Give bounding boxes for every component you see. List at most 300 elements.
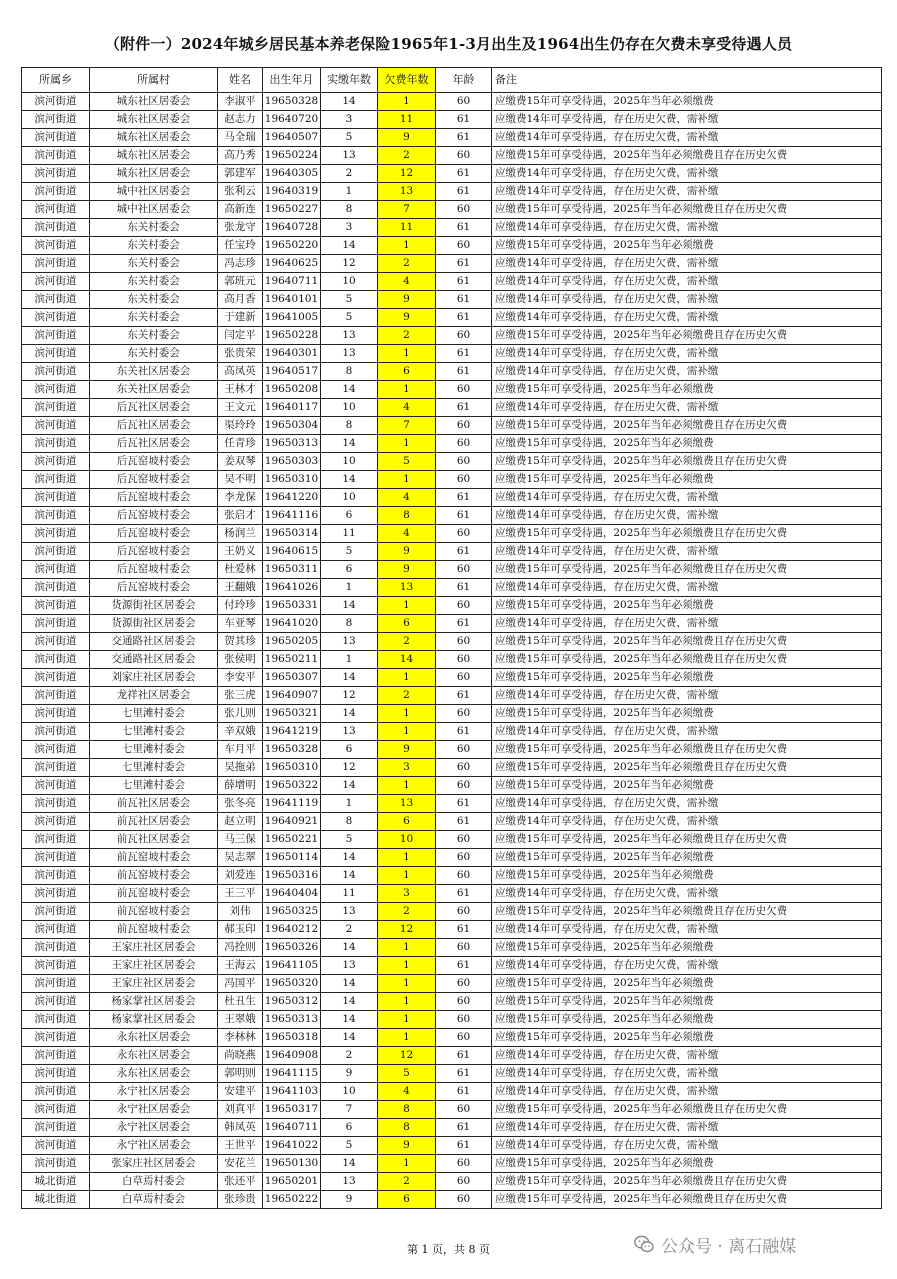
cell-owed-years: 2 — [378, 327, 436, 345]
cell-township: 滨河街道 — [22, 849, 90, 867]
cell-name: 李安平 — [218, 669, 263, 687]
cell-name: 张冬亮 — [218, 795, 263, 813]
header-remarks: 备注 — [492, 68, 882, 93]
cell-owed-years: 11 — [378, 219, 436, 237]
table-row — [22, 363, 882, 381]
cell-name: 王林才 — [218, 381, 263, 399]
document-title: （附件一）2024年城乡居民基本养老保险1965年1-3月出生及1964出生仍存在欠费未享受待遇人员 — [104, 35, 793, 53]
cell-name: 郭建军 — [218, 165, 263, 183]
table-row — [22, 1047, 882, 1065]
cell-remarks: 应缴费15年可享受待遇，2025年当年必须缴费 — [492, 975, 882, 993]
cell-remarks: 应缴费15年可享受待遇，2025年当年必须缴费且存在历史欠费 — [492, 417, 882, 435]
cell-paid-years: 10 — [321, 399, 378, 417]
cell-name: 贺其珍 — [218, 633, 263, 651]
cell-township: 滨河街道 — [22, 1119, 90, 1137]
cell-paid-years: 8 — [321, 363, 378, 381]
cell-village: 七里滩村委会 — [90, 723, 218, 741]
cell-remarks: 应缴费14年可享受待遇，存在历史欠费，需补缴 — [492, 291, 882, 309]
cell-age: 61 — [436, 345, 492, 363]
cell-age: 61 — [436, 885, 492, 903]
cell-age: 60 — [436, 651, 492, 669]
cell-paid-years: 11 — [321, 885, 378, 903]
cell-age: 60 — [436, 939, 492, 957]
cell-birth-date: 19641026 — [263, 579, 321, 597]
cell-township: 滨河街道 — [22, 561, 90, 579]
cell-owed-years: 4 — [378, 273, 436, 291]
cell-township: 滨河街道 — [22, 723, 90, 741]
cell-paid-years: 5 — [321, 129, 378, 147]
cell-village: 杨家掌社区居委会 — [90, 1011, 218, 1029]
cell-age: 61 — [436, 111, 492, 129]
table-row — [22, 867, 882, 885]
cell-paid-years: 14 — [321, 975, 378, 993]
cell-township: 滨河街道 — [22, 489, 90, 507]
cell-village: 东关村委会 — [90, 291, 218, 309]
table-row — [22, 741, 882, 759]
table-row — [22, 993, 882, 1011]
cell-birth-date: 19650328 — [263, 93, 321, 111]
cell-name: 车亚琴 — [218, 615, 263, 633]
table-row — [22, 507, 882, 525]
cell-paid-years: 14 — [321, 435, 378, 453]
cell-village: 东关村委会 — [90, 345, 218, 363]
table-row — [22, 939, 882, 957]
cell-age: 60 — [436, 759, 492, 777]
cell-owed-years: 9 — [378, 309, 436, 327]
cell-age: 60 — [436, 1191, 492, 1209]
cell-owed-years: 1 — [378, 939, 436, 957]
cell-paid-years: 1 — [321, 183, 378, 201]
cell-owed-years: 9 — [378, 561, 436, 579]
cell-age: 61 — [436, 399, 492, 417]
cell-remarks: 应缴费14年可享受待遇，存在历史欠费，需补缴 — [492, 345, 882, 363]
cell-birth-date: 19641119 — [263, 795, 321, 813]
cell-remarks: 应缴费14年可享受待遇，存在历史欠费，需补缴 — [492, 795, 882, 813]
cell-paid-years: 5 — [321, 543, 378, 561]
cell-owed-years: 4 — [378, 489, 436, 507]
cell-paid-years: 12 — [321, 255, 378, 273]
cell-birth-date: 19650228 — [263, 327, 321, 345]
cell-age: 60 — [436, 417, 492, 435]
cell-owed-years: 3 — [378, 885, 436, 903]
cell-name: 张龙守 — [218, 219, 263, 237]
cell-name: 冯拴则 — [218, 939, 263, 957]
cell-birth-date: 19650310 — [263, 471, 321, 489]
cell-name: 张侯明 — [218, 651, 263, 669]
cell-owed-years: 1 — [378, 597, 436, 615]
table-row — [22, 399, 882, 417]
cell-township: 滨河街道 — [22, 165, 90, 183]
cell-age: 60 — [436, 237, 492, 255]
cell-township: 滨河街道 — [22, 309, 90, 327]
cell-paid-years: 14 — [321, 237, 378, 255]
cell-township: 滨河街道 — [22, 111, 90, 129]
cell-owed-years: 1 — [378, 705, 436, 723]
cell-age: 61 — [436, 615, 492, 633]
cell-remarks: 应缴费15年可享受待遇，2025年当年必须缴费 — [492, 993, 882, 1011]
cell-name: 高新连 — [218, 201, 263, 219]
cell-owed-years: 1 — [378, 1155, 436, 1173]
cell-age: 60 — [436, 669, 492, 687]
cell-owed-years: 1 — [378, 435, 436, 453]
table-row — [22, 237, 882, 255]
cell-township: 滨河街道 — [22, 183, 90, 201]
cell-village: 龙祥社区居委会 — [90, 687, 218, 705]
cell-village: 永宁社区居委会 — [90, 1137, 218, 1155]
table-row — [22, 705, 882, 723]
cell-age: 60 — [436, 633, 492, 651]
cell-township: 滨河街道 — [22, 579, 90, 597]
cell-remarks: 应缴费14年可享受待遇，存在历史欠费，需补缴 — [492, 273, 882, 291]
header-age: 年龄 — [436, 68, 492, 93]
cell-name: 杜爱林 — [218, 561, 263, 579]
table-row — [22, 633, 882, 651]
cell-paid-years: 3 — [321, 219, 378, 237]
cell-birth-date: 19650313 — [263, 1011, 321, 1029]
cell-township: 城北街道 — [22, 1173, 90, 1191]
cell-village: 后瓦窑坡村委会 — [90, 543, 218, 561]
cell-village: 东关村委会 — [90, 237, 218, 255]
cell-birth-date: 19640404 — [263, 885, 321, 903]
cell-birth-date: 19650318 — [263, 1029, 321, 1047]
cell-village: 刘家庄社区居委会 — [90, 669, 218, 687]
cell-township: 滨河街道 — [22, 921, 90, 939]
cell-village: 东关社区居委会 — [90, 363, 218, 381]
cell-remarks: 应缴费15年可享受待遇，2025年当年必须缴费且存在历史欠费 — [492, 147, 882, 165]
cell-age: 60 — [436, 867, 492, 885]
cell-village: 城东社区居委会 — [90, 165, 218, 183]
cell-remarks: 应缴费15年可享受待遇，2025年当年必须缴费且存在历史欠费 — [492, 561, 882, 579]
cell-township: 滨河街道 — [22, 777, 90, 795]
cell-birth-date: 19650224 — [263, 147, 321, 165]
cell-birth-date: 19650326 — [263, 939, 321, 957]
cell-name: 任宝玲 — [218, 237, 263, 255]
cell-owed-years: 6 — [378, 1191, 436, 1209]
cell-name: 张启才 — [218, 507, 263, 525]
cell-township: 滨河街道 — [22, 255, 90, 273]
cell-village: 杨家掌社区居委会 — [90, 993, 218, 1011]
cell-owed-years: 1 — [378, 1011, 436, 1029]
cell-village: 前瓦窑坡村委会 — [90, 921, 218, 939]
cell-paid-years: 14 — [321, 1155, 378, 1173]
cell-name: 张还平 — [218, 1173, 263, 1191]
cell-owed-years: 2 — [378, 687, 436, 705]
cell-village: 白草焉村委会 — [90, 1173, 218, 1191]
cell-birth-date: 19650322 — [263, 777, 321, 795]
cell-age: 61 — [436, 1119, 492, 1137]
table-row — [22, 903, 882, 921]
cell-village: 后瓦窑坡村委会 — [90, 471, 218, 489]
table-row — [22, 1119, 882, 1137]
cell-name: 李淑平 — [218, 93, 263, 111]
cell-birth-date: 19650211 — [263, 651, 321, 669]
table-header-row — [22, 68, 882, 93]
cell-birth-date: 19650201 — [263, 1173, 321, 1191]
cell-township: 滨河街道 — [22, 633, 90, 651]
cell-age: 61 — [436, 921, 492, 939]
cell-birth-date: 19650130 — [263, 1155, 321, 1173]
cell-birth-date: 19640907 — [263, 687, 321, 705]
table-row — [22, 309, 882, 327]
cell-name: 车月平 — [218, 741, 263, 759]
cell-remarks: 应缴费15年可享受待遇，2025年当年必须缴费 — [492, 1011, 882, 1029]
cell-paid-years: 7 — [321, 1101, 378, 1119]
cell-name: 姜双琴 — [218, 453, 263, 471]
cell-name: 刘爱连 — [218, 867, 263, 885]
table-row — [22, 687, 882, 705]
cell-remarks: 应缴费14年可享受待遇，存在历史欠费，需补缴 — [492, 255, 882, 273]
cell-village: 前瓦窑坡村委会 — [90, 903, 218, 921]
cell-village: 后瓦社区居委会 — [90, 417, 218, 435]
table-row — [22, 93, 882, 111]
cell-name: 高乃秀 — [218, 147, 263, 165]
cell-name: 郭班元 — [218, 273, 263, 291]
cell-age: 61 — [436, 309, 492, 327]
table-row — [22, 1029, 882, 1047]
cell-birth-date: 19640728 — [263, 219, 321, 237]
cell-owed-years: 2 — [378, 255, 436, 273]
cell-birth-date: 19650313 — [263, 435, 321, 453]
cell-name: 马全瑞 — [218, 129, 263, 147]
cell-paid-years: 14 — [321, 471, 378, 489]
cell-name: 高月香 — [218, 291, 263, 309]
cell-remarks: 应缴费15年可享受待遇，2025年当年必须缴费且存在历史欠费 — [492, 327, 882, 345]
table-row — [22, 273, 882, 291]
table-row — [22, 849, 882, 867]
cell-remarks: 应缴费14年可享受待遇，存在历史欠费，需补缴 — [492, 219, 882, 237]
cell-owed-years: 6 — [378, 363, 436, 381]
cell-age: 60 — [436, 705, 492, 723]
cell-village: 东关村委会 — [90, 219, 218, 237]
cell-name: 渠玲玲 — [218, 417, 263, 435]
cell-remarks: 应缴费15年可享受待遇，2025年当年必须缴费 — [492, 1155, 882, 1173]
table-row — [22, 147, 882, 165]
table-row — [22, 885, 882, 903]
cell-paid-years: 5 — [321, 1137, 378, 1155]
cell-paid-years: 14 — [321, 669, 378, 687]
cell-village: 永东社区居委会 — [90, 1029, 218, 1047]
cell-birth-date: 19650312 — [263, 993, 321, 1011]
cell-township: 滨河街道 — [22, 1029, 90, 1047]
cell-owed-years: 1 — [378, 867, 436, 885]
cell-name: 安建平 — [218, 1083, 263, 1101]
table-row — [22, 813, 882, 831]
table-row — [22, 201, 882, 219]
cell-paid-years: 13 — [321, 1173, 378, 1191]
cell-name: 薛增明 — [218, 777, 263, 795]
cell-name: 郭明则 — [218, 1065, 263, 1083]
cell-name: 李林林 — [218, 1029, 263, 1047]
cell-village: 七里滩村委会 — [90, 741, 218, 759]
cell-birth-date: 19640301 — [263, 345, 321, 363]
cell-owed-years: 9 — [378, 741, 436, 759]
cell-owed-years: 13 — [378, 795, 436, 813]
cell-paid-years: 8 — [321, 201, 378, 219]
cell-owed-years: 1 — [378, 669, 436, 687]
cell-age: 61 — [436, 687, 492, 705]
cell-paid-years: 6 — [321, 741, 378, 759]
cell-village: 城中社区居委会 — [90, 183, 218, 201]
cell-township: 滨河街道 — [22, 669, 90, 687]
cell-owed-years: 13 — [378, 579, 436, 597]
cell-remarks: 应缴费15年可享受待遇，2025年当年必须缴费且存在历史欠费 — [492, 651, 882, 669]
cell-remarks: 应缴费15年可享受待遇，2025年当年必须缴费 — [492, 867, 882, 885]
cell-owed-years: 8 — [378, 1101, 436, 1119]
cell-owed-years: 8 — [378, 507, 436, 525]
cell-village: 城东社区居委会 — [90, 129, 218, 147]
cell-name: 韩凤英 — [218, 1119, 263, 1137]
table-row — [22, 795, 882, 813]
table-row — [22, 219, 882, 237]
cell-age: 60 — [436, 1101, 492, 1119]
cell-village: 永宁社区居委会 — [90, 1101, 218, 1119]
cell-age: 60 — [436, 327, 492, 345]
cell-age: 61 — [436, 723, 492, 741]
watermark-text: 公众号 · 离石融媒 — [661, 1236, 797, 1257]
page-footer: 第 1 页，共 8 页 — [407, 1243, 490, 1256]
cell-owed-years: 12 — [378, 921, 436, 939]
cell-paid-years: 14 — [321, 849, 378, 867]
cell-age: 60 — [436, 597, 492, 615]
cell-age: 61 — [436, 219, 492, 237]
header-paid-years: 实缴年数 — [321, 68, 378, 93]
cell-owed-years: 1 — [378, 237, 436, 255]
table-row — [22, 1191, 882, 1209]
cell-birth-date: 19650331 — [263, 597, 321, 615]
cell-remarks: 应缴费15年可享受待遇，2025年当年必须缴费且存在历史欠费 — [492, 1173, 882, 1191]
cell-remarks: 应缴费14年可享受待遇，存在历史欠费，需补缴 — [492, 1065, 882, 1083]
cell-birth-date: 19650208 — [263, 381, 321, 399]
cell-township: 城北街道 — [22, 1191, 90, 1209]
cell-remarks: 应缴费15年可享受待遇，2025年当年必须缴费且存在历史欠费 — [492, 903, 882, 921]
cell-owed-years: 10 — [378, 831, 436, 849]
cell-owed-years: 1 — [378, 849, 436, 867]
cell-owed-years: 8 — [378, 1119, 436, 1137]
cell-paid-years: 10 — [321, 453, 378, 471]
cell-name: 杨润兰 — [218, 525, 263, 543]
cell-paid-years: 14 — [321, 777, 378, 795]
cell-remarks: 应缴费15年可享受待遇，2025年当年必须缴费且存在历史欠费 — [492, 525, 882, 543]
cell-remarks: 应缴费15年可享受待遇，2025年当年必须缴费 — [492, 849, 882, 867]
cell-birth-date: 19641103 — [263, 1083, 321, 1101]
cell-birth-date: 19650311 — [263, 561, 321, 579]
cell-paid-years: 13 — [321, 327, 378, 345]
cell-village: 城中社区居委会 — [90, 201, 218, 219]
cell-village: 永东社区居委会 — [90, 1065, 218, 1083]
table-row — [22, 435, 882, 453]
cell-name: 任青珍 — [218, 435, 263, 453]
cell-paid-years: 14 — [321, 1029, 378, 1047]
arrears-table — [21, 67, 882, 1209]
table-row — [22, 651, 882, 669]
cell-name: 吴不明 — [218, 471, 263, 489]
cell-name: 于建新 — [218, 309, 263, 327]
cell-owed-years: 9 — [378, 291, 436, 309]
cell-township: 滨河街道 — [22, 471, 90, 489]
cell-remarks: 应缴费14年可享受待遇，存在历史欠费，需补缴 — [492, 363, 882, 381]
table-row — [22, 615, 882, 633]
cell-remarks: 应缴费14年可享受待遇，存在历史欠费，需补缴 — [492, 507, 882, 525]
cell-township: 滨河街道 — [22, 345, 90, 363]
cell-township: 滨河街道 — [22, 687, 90, 705]
cell-age: 61 — [436, 255, 492, 273]
cell-owed-years: 1 — [378, 345, 436, 363]
cell-township: 滨河街道 — [22, 741, 90, 759]
cell-remarks: 应缴费15年可享受待遇，2025年当年必须缴费 — [492, 1029, 882, 1047]
cell-remarks: 应缴费15年可享受待遇，2025年当年必须缴费且存在历史欠费 — [492, 1191, 882, 1209]
cell-birth-date: 19640305 — [263, 165, 321, 183]
cell-remarks: 应缴费14年可享受待遇，存在历史欠费，需补缴 — [492, 885, 882, 903]
cell-township: 滨河街道 — [22, 363, 90, 381]
cell-name: 吴拖弟 — [218, 759, 263, 777]
cell-birth-date: 19640319 — [263, 183, 321, 201]
table-row — [22, 597, 882, 615]
cell-village: 东关社区居委会 — [90, 381, 218, 399]
cell-remarks: 应缴费14年可享受待遇，存在历史欠费，需补缴 — [492, 579, 882, 597]
cell-paid-years: 6 — [321, 1119, 378, 1137]
cell-paid-years: 5 — [321, 291, 378, 309]
cell-village: 前瓦社区居委会 — [90, 831, 218, 849]
cell-paid-years: 14 — [321, 867, 378, 885]
table-row — [22, 417, 882, 435]
cell-paid-years: 14 — [321, 93, 378, 111]
cell-age: 60 — [436, 561, 492, 579]
table-row — [22, 165, 882, 183]
cell-remarks: 应缴费14年可享受待遇，存在历史欠费，需补缴 — [492, 723, 882, 741]
cell-owed-years: 1 — [378, 957, 436, 975]
cell-village: 永宁社区居委会 — [90, 1119, 218, 1137]
cell-paid-years: 2 — [321, 1047, 378, 1065]
cell-township: 滨河街道 — [22, 993, 90, 1011]
cell-age: 60 — [436, 525, 492, 543]
cell-age: 60 — [436, 903, 492, 921]
cell-paid-years: 8 — [321, 615, 378, 633]
cell-township: 滨河街道 — [22, 705, 90, 723]
cell-age: 60 — [436, 975, 492, 993]
table-row — [22, 183, 882, 201]
cell-township: 滨河街道 — [22, 813, 90, 831]
cell-name: 付玲珍 — [218, 597, 263, 615]
cell-remarks: 应缴费14年可享受待遇，存在历史欠费，需补缴 — [492, 687, 882, 705]
cell-name: 高凤英 — [218, 363, 263, 381]
cell-name: 王文元 — [218, 399, 263, 417]
cell-village: 城东社区居委会 — [90, 93, 218, 111]
cell-owed-years: 1 — [378, 975, 436, 993]
watermark — [633, 1232, 796, 1256]
cell-owed-years: 6 — [378, 615, 436, 633]
cell-remarks: 应缴费15年可享受待遇，2025年当年必须缴费 — [492, 597, 882, 615]
cell-birth-date: 19640711 — [263, 273, 321, 291]
cell-birth-date: 19650304 — [263, 417, 321, 435]
cell-name: 赵立明 — [218, 813, 263, 831]
table-row — [22, 669, 882, 687]
cell-birth-date: 19650310 — [263, 759, 321, 777]
cell-name: 马三保 — [218, 831, 263, 849]
cell-birth-date: 19640711 — [263, 1119, 321, 1137]
cell-name: 王世平 — [218, 1137, 263, 1155]
cell-name: 刘真平 — [218, 1101, 263, 1119]
cell-remarks: 应缴费14年可享受待遇，存在历史欠费，需补缴 — [492, 183, 882, 201]
cell-township: 滨河街道 — [22, 525, 90, 543]
cell-paid-years: 1 — [321, 795, 378, 813]
cell-birth-date: 19650325 — [263, 903, 321, 921]
cell-name: 王翻娥 — [218, 579, 263, 597]
cell-village: 东关村委会 — [90, 327, 218, 345]
cell-age: 60 — [436, 1029, 492, 1047]
cell-birth-date: 19640212 — [263, 921, 321, 939]
cell-owed-years: 14 — [378, 651, 436, 669]
cell-township: 滨河街道 — [22, 219, 90, 237]
